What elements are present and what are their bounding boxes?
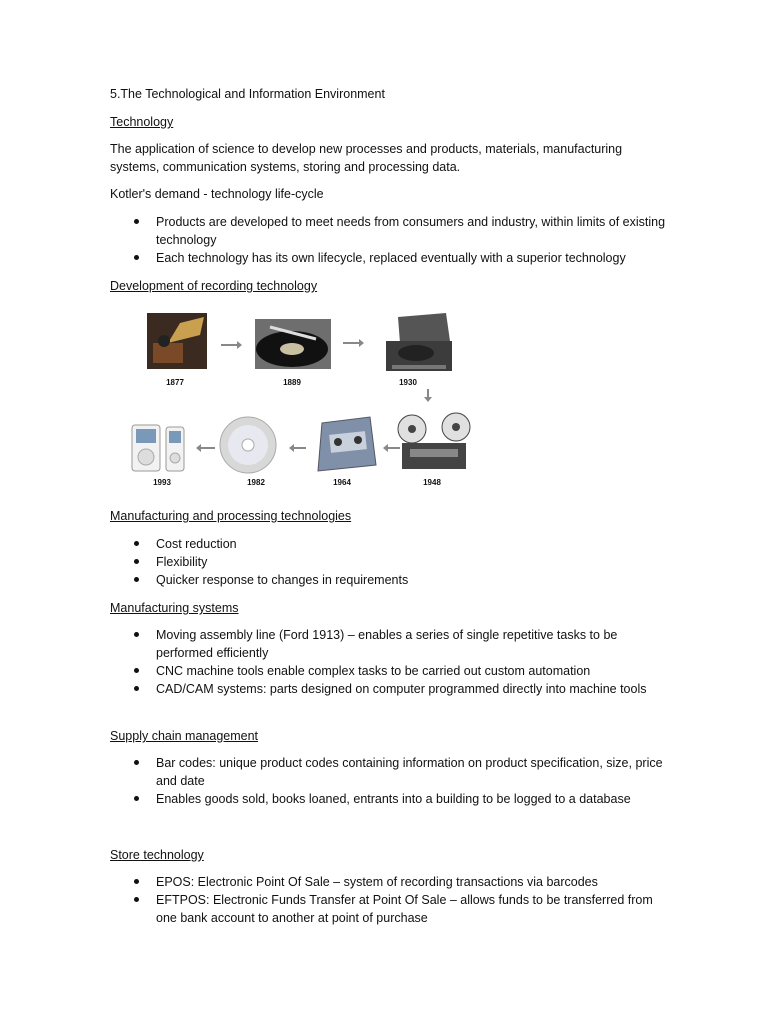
list-item: Each technology has its own lifecycle, replaced eventually with a superior technology — [110, 249, 670, 267]
list-item: EFTPOS: Electronic Funds Transfer at Point Of Sale – allows funds to be transferred from one bank account to another at point of purchase — [110, 891, 670, 927]
year-label: 1930 — [399, 378, 417, 387]
kotler-line: Kotler's demand - technology life-cycle — [110, 187, 324, 201]
list-item: Products are developed to meet needs from consumers and industry, within limits of existing technology — [110, 213, 670, 249]
supply-chain-heading: Supply chain management — [110, 729, 259, 743]
year-label: 1982 — [247, 478, 265, 487]
manufacturing-processing-list — [110, 535, 670, 589]
recording-heading: Development of recording technology — [110, 279, 318, 293]
page-title: 5.The Technological and Information Environment — [110, 87, 385, 101]
technology-bullet-list — [110, 213, 670, 267]
list-item: Enables goods sold, books loaned, entrants into a building to be logged to a database — [110, 790, 670, 808]
gramophone-record-image — [255, 319, 331, 369]
arrow-left-icon — [196, 444, 215, 452]
arrow-right-icon — [221, 341, 242, 349]
turntable-case-image — [386, 313, 452, 371]
reel-to-reel-tape-image — [398, 413, 470, 469]
list-item: Flexibility — [110, 553, 670, 571]
supply-chain-list — [110, 754, 670, 808]
year-label: 1948 — [423, 478, 441, 487]
year-label: 1889 — [283, 378, 301, 387]
recording-technology-figure — [120, 305, 490, 495]
technology-definition: The application of science to develop new processes and products, materials, manufacturing systems, communication systems, storing and processing data. — [110, 142, 623, 174]
list-item: Bar codes: unique product codes containing information on product specification, size, price and date — [110, 754, 670, 790]
phonograph-image — [147, 313, 207, 369]
year-label: 1993 — [153, 478, 171, 487]
arrow-left-icon — [289, 444, 306, 452]
list-item: CAD/CAM systems: parts designed on computer programmed directly into machine tools — [110, 680, 670, 698]
compact-disc-image — [220, 417, 276, 473]
ipod-image — [132, 425, 184, 471]
technology-heading: Technology — [110, 115, 174, 129]
list-item: CNC machine tools enable complex tasks to be carried out custom automation — [110, 662, 670, 680]
list-item: Moving assembly line (Ford 1913) – enables a series of single repetitive tasks to be performed efficiently — [110, 626, 670, 662]
arrow-left-icon — [383, 444, 400, 452]
manufacturing-processing-heading: Manufacturing and processing technologies — [110, 509, 352, 523]
list-item: Cost reduction — [110, 535, 670, 553]
list-item: EPOS: Electronic Point Of Sale – system of recording transactions via barcodes — [110, 873, 670, 891]
cassette-tape-image — [318, 417, 376, 471]
store-technology-list — [110, 873, 670, 927]
year-label: 1964 — [333, 478, 351, 487]
year-label: 1877 — [166, 378, 184, 387]
manufacturing-systems-list — [110, 626, 670, 698]
manufacturing-systems-heading: Manufacturing systems — [110, 601, 239, 615]
arrow-right-icon — [343, 339, 364, 347]
arrow-down-icon — [424, 389, 432, 402]
store-technology-heading: Store technology — [110, 848, 204, 862]
list-item: Quicker response to changes in requirements — [110, 571, 670, 589]
